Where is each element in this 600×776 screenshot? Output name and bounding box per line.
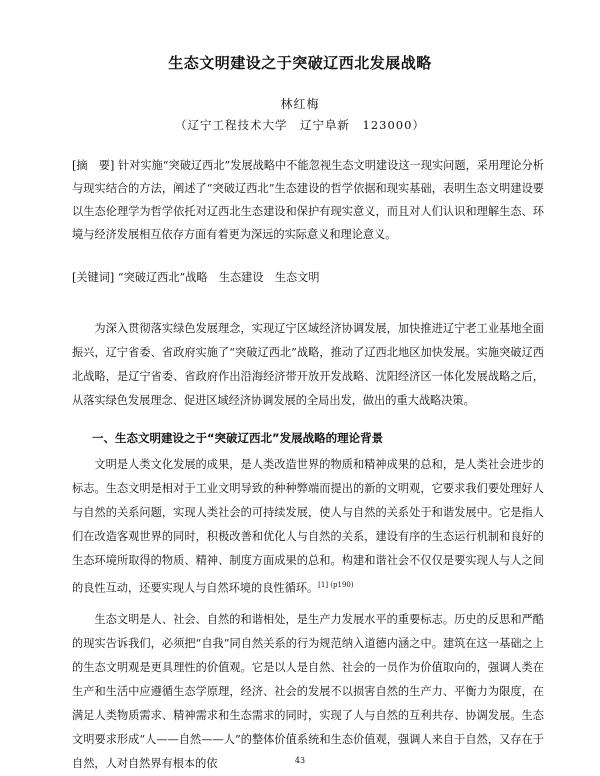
keywords-label: [关键词] xyxy=(72,271,115,284)
intro-paragraph: 为深入贯彻落实绿色发展理念，实现辽宁区域经济协调发展，加快推进辽宁老工业基地全面振兴，辽宁省委、省政府实施了“突破辽西北”战略，推动了辽西北地区加快发展。实施突破辽西北战略，是辽宁省委、省政府作出沿海经济带开放开发战略、沈阳经济区一体化发展战略之后，从落实绿色发展理念、促进区域经济协调发展的全局出发，做出的重大战略决策。 xyxy=(72,322,544,407)
body-paragraph-1 xyxy=(72,453,544,601)
abstract xyxy=(72,154,544,246)
paper-title: 生态文明建设之于突破辽西北发展战略 xyxy=(168,54,432,72)
keywords xyxy=(72,266,544,289)
body-paragraph-2: 生态文明是人、社会、自然的和谐相处，是生产力发展水平的重要标志。历史的反思和严酷的现实告诉我们，必须把“自我”同自然关系的行为规范纳入道德内涵之中。建筑在这一基础之上的生态文明观是更具理性的价值观。它是以人是自然、社会的一员作为价值取向的，强调人类在生产和生活中应遵循生态学原理，经济、社会的发展不以损害自然的生产力、平衡力为限度，在满足人类物质需求、精神需求和生态需求的同时，实现了人与自然的互利共存、协调发展。生态文明要求形成“人——自然——人”的整体价值系统和生态价值观，强调人来自于自然，又存在于自然，人对自然界有根本的依 xyxy=(72,613,544,770)
abstract-text: 针对实施“突破辽西北”发展战略中不能忽视生态文明建设这一现实问题，采用理论分析与现实结合的方法，阐述了“突破辽西北”生态建设的哲学依据和现实基础，表明生态文明建设要以生态伦理学为哲学依托对辽西北生态建设和保护有现实意义，而且对人们认识和理解生态、环境与经济发展相互依存方面有着更为深远的实际意义和理论意义。 xyxy=(72,159,544,241)
citation: [1] (p190) xyxy=(318,581,354,589)
abstract-label: [摘 要] xyxy=(72,159,115,172)
author-name: 林红梅 xyxy=(280,97,320,111)
page-number: 43 xyxy=(294,756,306,765)
author-affiliation: （辽宁工程技术大学 辽宁阜新 123000） xyxy=(175,118,425,132)
section-1-heading: 一、生态文明建设之于“突破辽西北”发展战略的理论背景 xyxy=(92,431,384,445)
keywords-text: “突破辽西北”战略 生态建设 生态文明 xyxy=(117,271,320,284)
body-paragraph-1-text: 文明是人类文化发展的成果，是人类改造世界的物质和精神成果的总和，是人类社会进步的标志。生态文明是相对于工业文明导致的种种弊端而提出的新的文明观，它要求我们要处理好人与自然的关系问题，实现人类社会的可持续发展，使人与自然的关系处于和谐发展中。它是指人们在改造客观世界的同时，积极改善和优化人与自然的关系，建设有序的生态运行机制和良好的生态环境所取得的物质、精神、制度方面成果的总和。构建和谐社会不仅仅是要实现人与人之间的良性互动，还要实现人与自然环境的良性循环。 xyxy=(72,458,544,595)
